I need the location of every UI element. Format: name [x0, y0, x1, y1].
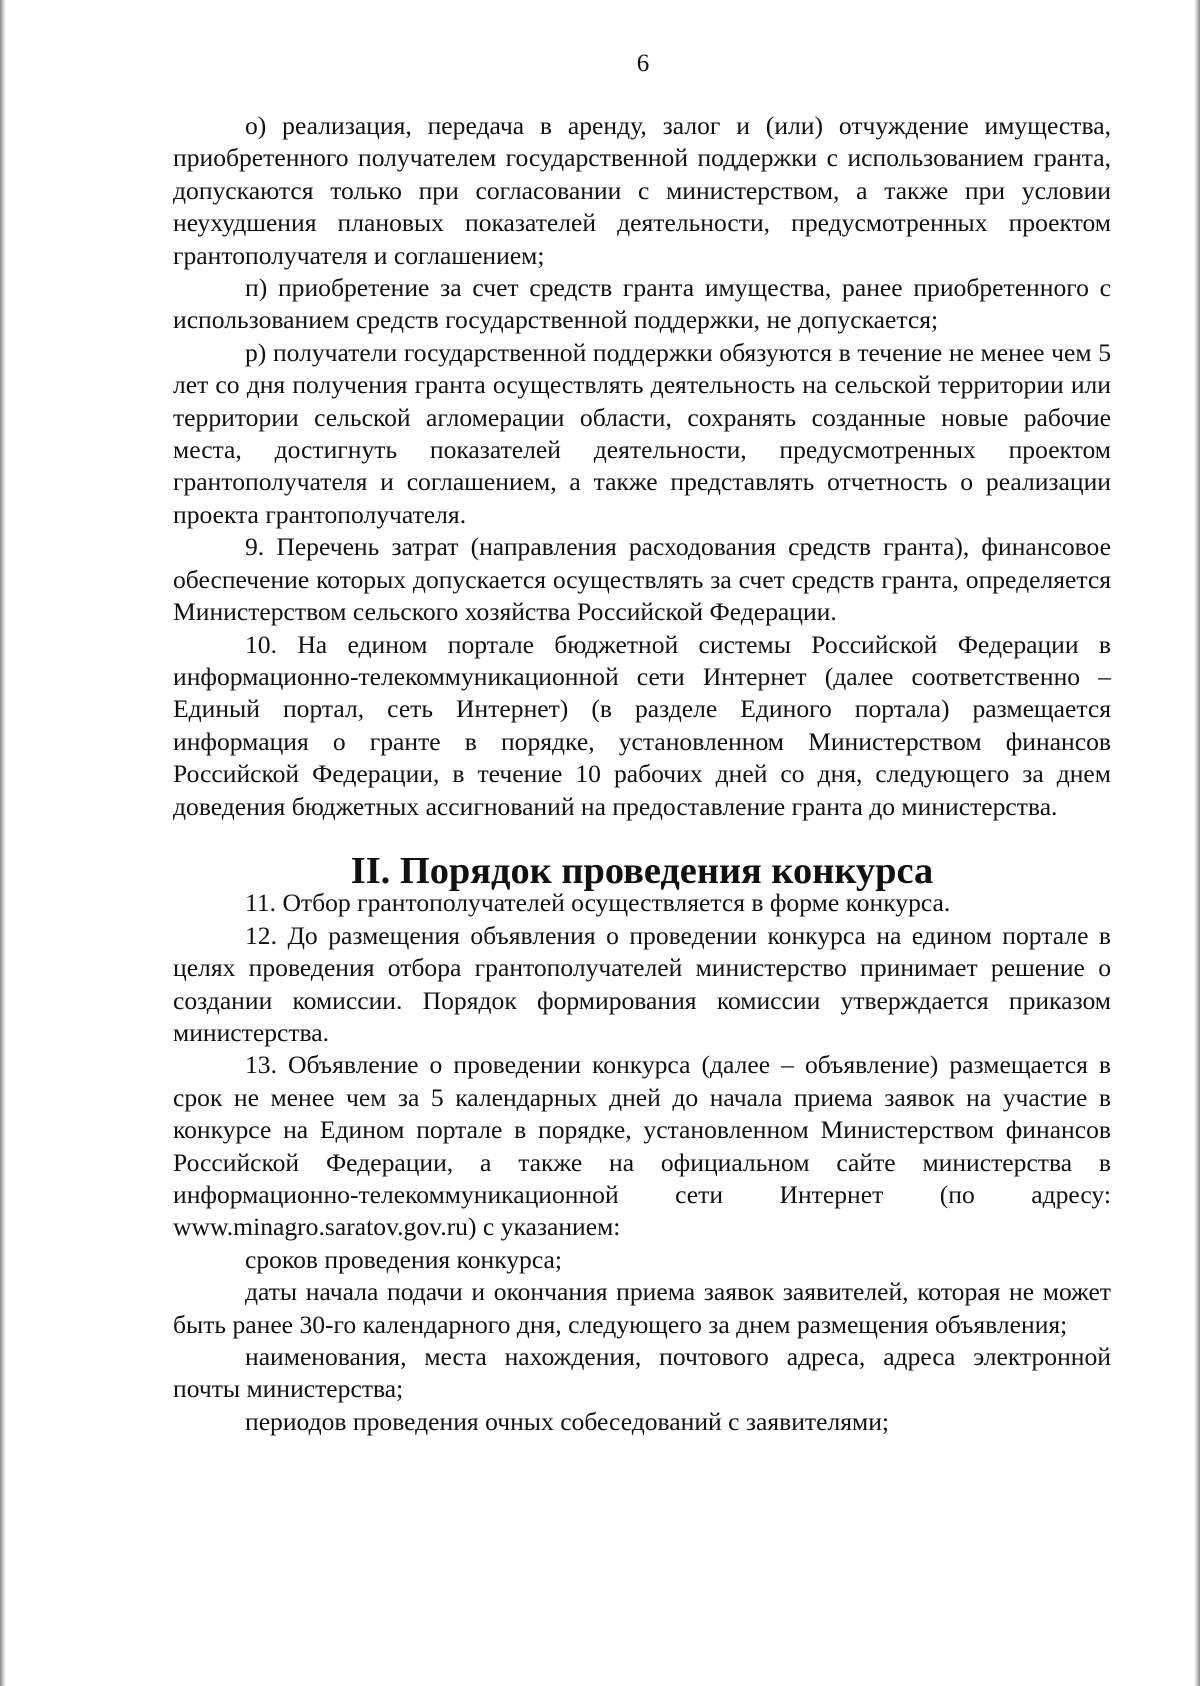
list-item-address: наименования, места нахождения, почтового адреса, адреса электронной почты министерства; — [173, 1342, 1111, 1404]
scan-edge-right — [1194, 0, 1200, 1686]
section-heading: II. Порядок проведения конкурса — [350, 849, 934, 892]
paragraph-r: р) получатели государственной поддержки обязуются в течение не менее чем 5 лет со дня получения гранта осуществлять деятельность на сельской территории или территории сельской агломерации области, сохранять созданные новые рабочие места, достигнуть показателей деятельности, предусмотренных проектом грантополучателя и соглашением, а также представлять отчетность о реализации проекта грантополучателя. — [173, 337, 1111, 529]
paragraph-p: п) приобретение за счет средств гранта имущества, ранее приобретенного с использованием средств государственной поддержки, не допускается; — [173, 273, 1111, 335]
paragraph-o: о) реализация, передача в аренду, залог и (или) отчуждение имущества, приобретенного получателем государственной поддержки с использованием гранта, допускаются только при согласовании с министерством, а также при условии неухудшения плановых показателей деятельности, предусмотренных проектом грантополучателя и соглашением; — [173, 111, 1111, 270]
page-number: 6 — [636, 50, 650, 77]
list-item-dates: даты начала подачи и окончания приема заявок заявителей, которая не может быть ранее 30-го календарного дня, следующего за днем размещения объявления; — [173, 1277, 1111, 1339]
paragraph-12: 12. До размещения объявления о проведении конкурса на едином портале в целях проведения отбора грантополучателей министерство принимает решение о создании комиссии. Порядок формирования комиссии утверждается приказом министерства. — [173, 920, 1111, 1047]
list-item-deadlines: сроков проведения конкурса; — [245, 1244, 562, 1274]
paragraph-13: 13. Объявление о проведении конкурса (далее – объявление) размещается в срок не менее чем за 5 календарных дней до начала приема заявок на участие в конкурсе на Едином портале в порядке, установленном Министерством финансов Российской Федерации, а также на официальном сайте министерства в информационно-телекоммуникационной сети Интернет (по адресу: www.minagro.saratov.gov.ru) с указанием: — [173, 1050, 1111, 1242]
document-body — [173, 110, 1111, 1438]
scan-edge-left — [0, 0, 6, 1686]
paragraph-11: 11. Отбор грантополучателей осуществляется в форме конкурса. — [245, 888, 951, 918]
paragraph-9: 9. Перечень затрат (направления расходования средств гранта), финансовое обеспечение которых допускается осуществлять за счет средств гранта, определяется Министерством сельского хозяйства Российской Федерации. — [173, 532, 1111, 627]
list-item-interviews: периодов проведения очных собеседований с заявителями; — [245, 1406, 890, 1436]
paragraph-10: 10. На едином портале бюджетной системы Российской Федерации в информационно-телекоммуникационной сети Интернет (далее соответственно – Единый портал, сеть Интернет) (в разделе Единого портала) размещается информация о гранте в порядке, установленном Министерством финансов Российской Федерации, в течение 10 рабочих дней со дня, следующего за днем доведения бюджетных ассигнований на предоставление гранта до министерства. — [173, 629, 1111, 821]
